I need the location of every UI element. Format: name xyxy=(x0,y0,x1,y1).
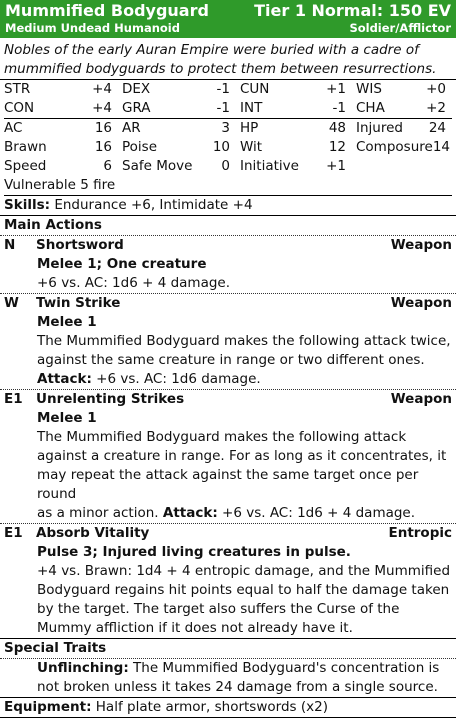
trait-text: The Mummified Bodyguard's concentration is xyxy=(133,660,440,676)
stat-value: +1 xyxy=(326,81,346,97)
stat-value: 10 xyxy=(212,139,230,155)
action-name: Twin Strike xyxy=(36,295,121,311)
stat-label: AC xyxy=(4,120,23,136)
stat-label: Poise xyxy=(122,139,158,155)
action-range: Pulse 3; Injured living creatures in pulse. xyxy=(37,544,351,560)
stat-label: WIS xyxy=(356,81,382,97)
stat-label: INT xyxy=(240,100,263,116)
stat-label: Injured xyxy=(356,120,403,136)
action-range: Melee 1 xyxy=(37,314,97,330)
trait-text: not broken unless it takes 24 damage from a single source. xyxy=(37,679,438,695)
stat-label: Speed xyxy=(4,158,47,174)
action-title xyxy=(0,294,456,313)
stat-value: 12 xyxy=(328,139,346,155)
action-text: against a creature in range. For as long as it concentrates, it xyxy=(37,448,447,464)
stat-value: +2 xyxy=(426,100,446,116)
stats-block xyxy=(0,80,456,196)
action-tag: Weapon xyxy=(390,295,452,311)
stat-label: Safe Move xyxy=(122,158,193,174)
movement-row xyxy=(4,157,452,176)
action-code: W xyxy=(4,295,19,311)
trait-name: Unflinching: xyxy=(37,660,129,676)
stat-label: STR xyxy=(4,81,31,97)
stat-label: Brawn xyxy=(4,139,47,155)
action-name: Shortsword xyxy=(36,237,124,253)
attribute-row-1 xyxy=(4,80,452,99)
trait-unflinching xyxy=(0,659,456,698)
action-text: as a minor action. xyxy=(37,505,159,521)
attack-text: +6 vs. AC: 1d6 damage. xyxy=(96,371,261,387)
stat-label: Initiative xyxy=(240,158,299,174)
action-text: The Mummified Bodyguard makes the following attack twice, xyxy=(37,333,451,349)
action-text: by the target. The target also suffers the Curse of the xyxy=(37,601,400,617)
action-text: The Mummified Bodyguard makes the following attack xyxy=(37,429,407,445)
action-tag: Weapon xyxy=(390,391,452,407)
action-text: Bodyguard regains hit points equal to half the damage taken xyxy=(37,582,450,598)
stat-value: 24 xyxy=(428,120,446,136)
action-text: against the same creature in range or two different ones. xyxy=(37,352,425,368)
stat-value: -1 xyxy=(216,81,230,97)
special-traits-heading: Special Traits xyxy=(0,639,456,659)
skills-label: Skills: xyxy=(4,197,51,213)
stat-value: +4 xyxy=(92,81,112,97)
action-code: N xyxy=(4,237,16,253)
action-code: E1 xyxy=(4,525,23,541)
creature-role: Soldier/Afflictor xyxy=(349,21,451,35)
action-text: +6 vs. AC: 1d6 + 4 damage. xyxy=(37,275,231,291)
attack-text: +6 vs. AC: 1d6 + 4 damage. xyxy=(222,505,416,521)
action-attack-line xyxy=(0,504,456,523)
equipment-text: Half plate armor, shortswords (x2) xyxy=(95,699,328,715)
vulnerability: Vulnerable 5 fire xyxy=(4,177,116,193)
stat-block-header xyxy=(0,0,456,38)
action-name: Absorb Vitality xyxy=(36,525,150,541)
action-code: E1 xyxy=(4,391,23,407)
stat-value: 14 xyxy=(432,139,451,155)
attack-label: Attack: xyxy=(37,371,92,387)
equipment-line xyxy=(0,698,456,718)
defense-row-1 xyxy=(4,119,452,138)
action-text: Mummy affliction if it does not already have it. xyxy=(37,620,353,636)
stat-value: +1 xyxy=(326,158,346,174)
creature-type: Medium Undead Humanoid xyxy=(5,21,180,35)
action-title xyxy=(0,524,456,543)
action-tag: Entropic xyxy=(388,525,452,541)
action-absorb-vitality xyxy=(0,524,456,639)
stat-label: CON xyxy=(4,100,35,116)
stat-value: 48 xyxy=(328,120,346,136)
vulnerability-row xyxy=(4,176,452,196)
action-name: Unrelenting Strikes xyxy=(36,391,185,407)
stat-label: CHA xyxy=(356,100,385,116)
stat-value: 16 xyxy=(94,120,112,136)
equipment-label: Equipment: xyxy=(4,699,92,715)
action-shortsword xyxy=(0,236,456,294)
creature-name: Mummified Bodyguard xyxy=(5,1,209,20)
stat-label: Wit xyxy=(240,139,263,155)
main-actions-heading: Main Actions xyxy=(0,216,456,236)
stat-label: GRA xyxy=(122,100,151,116)
action-title xyxy=(0,390,456,409)
attribute-row-2 xyxy=(4,99,452,119)
flavor-text: Nobles of the early Auran Empire were buried with a cadre of mummified bodyguards to protect them between resurrections. xyxy=(0,38,456,80)
action-twin-strike xyxy=(0,294,456,390)
skills-line xyxy=(0,196,456,216)
action-title xyxy=(0,236,456,255)
stat-label: CUN xyxy=(240,81,270,97)
stat-value: 3 xyxy=(221,120,230,136)
stat-value: -1 xyxy=(216,100,230,116)
stat-label: AR xyxy=(122,120,141,136)
stat-value: 0 xyxy=(221,158,230,174)
stat-label: Composure xyxy=(356,139,433,155)
stat-label: DEX xyxy=(122,81,151,97)
action-range: Melee 1 xyxy=(37,410,97,426)
creature-tier: Tier 1 Normal: 150 EV xyxy=(254,1,451,20)
action-attack-line xyxy=(0,370,456,389)
defense-row-2 xyxy=(4,138,452,157)
action-text: +4 vs. Brawn: 1d4 + 4 entropic damage, and the Mummified xyxy=(37,563,451,579)
action-text: may repeat the attack against the same target once per round xyxy=(37,467,419,502)
attack-label: Attack: xyxy=(162,505,218,521)
action-tag: Weapon xyxy=(390,237,452,253)
stat-value: -1 xyxy=(332,100,346,116)
trait-line xyxy=(0,659,456,678)
stat-value: +0 xyxy=(426,81,446,97)
stat-value: 16 xyxy=(94,139,112,155)
action-range: Melee 1; One creature xyxy=(37,256,207,272)
skills-text: Endurance +6, Intimidate +4 xyxy=(54,197,253,213)
stat-value: +4 xyxy=(92,100,112,116)
stat-value: 6 xyxy=(103,158,112,174)
action-unrelenting-strikes xyxy=(0,390,456,524)
stat-label: HP xyxy=(240,120,259,136)
